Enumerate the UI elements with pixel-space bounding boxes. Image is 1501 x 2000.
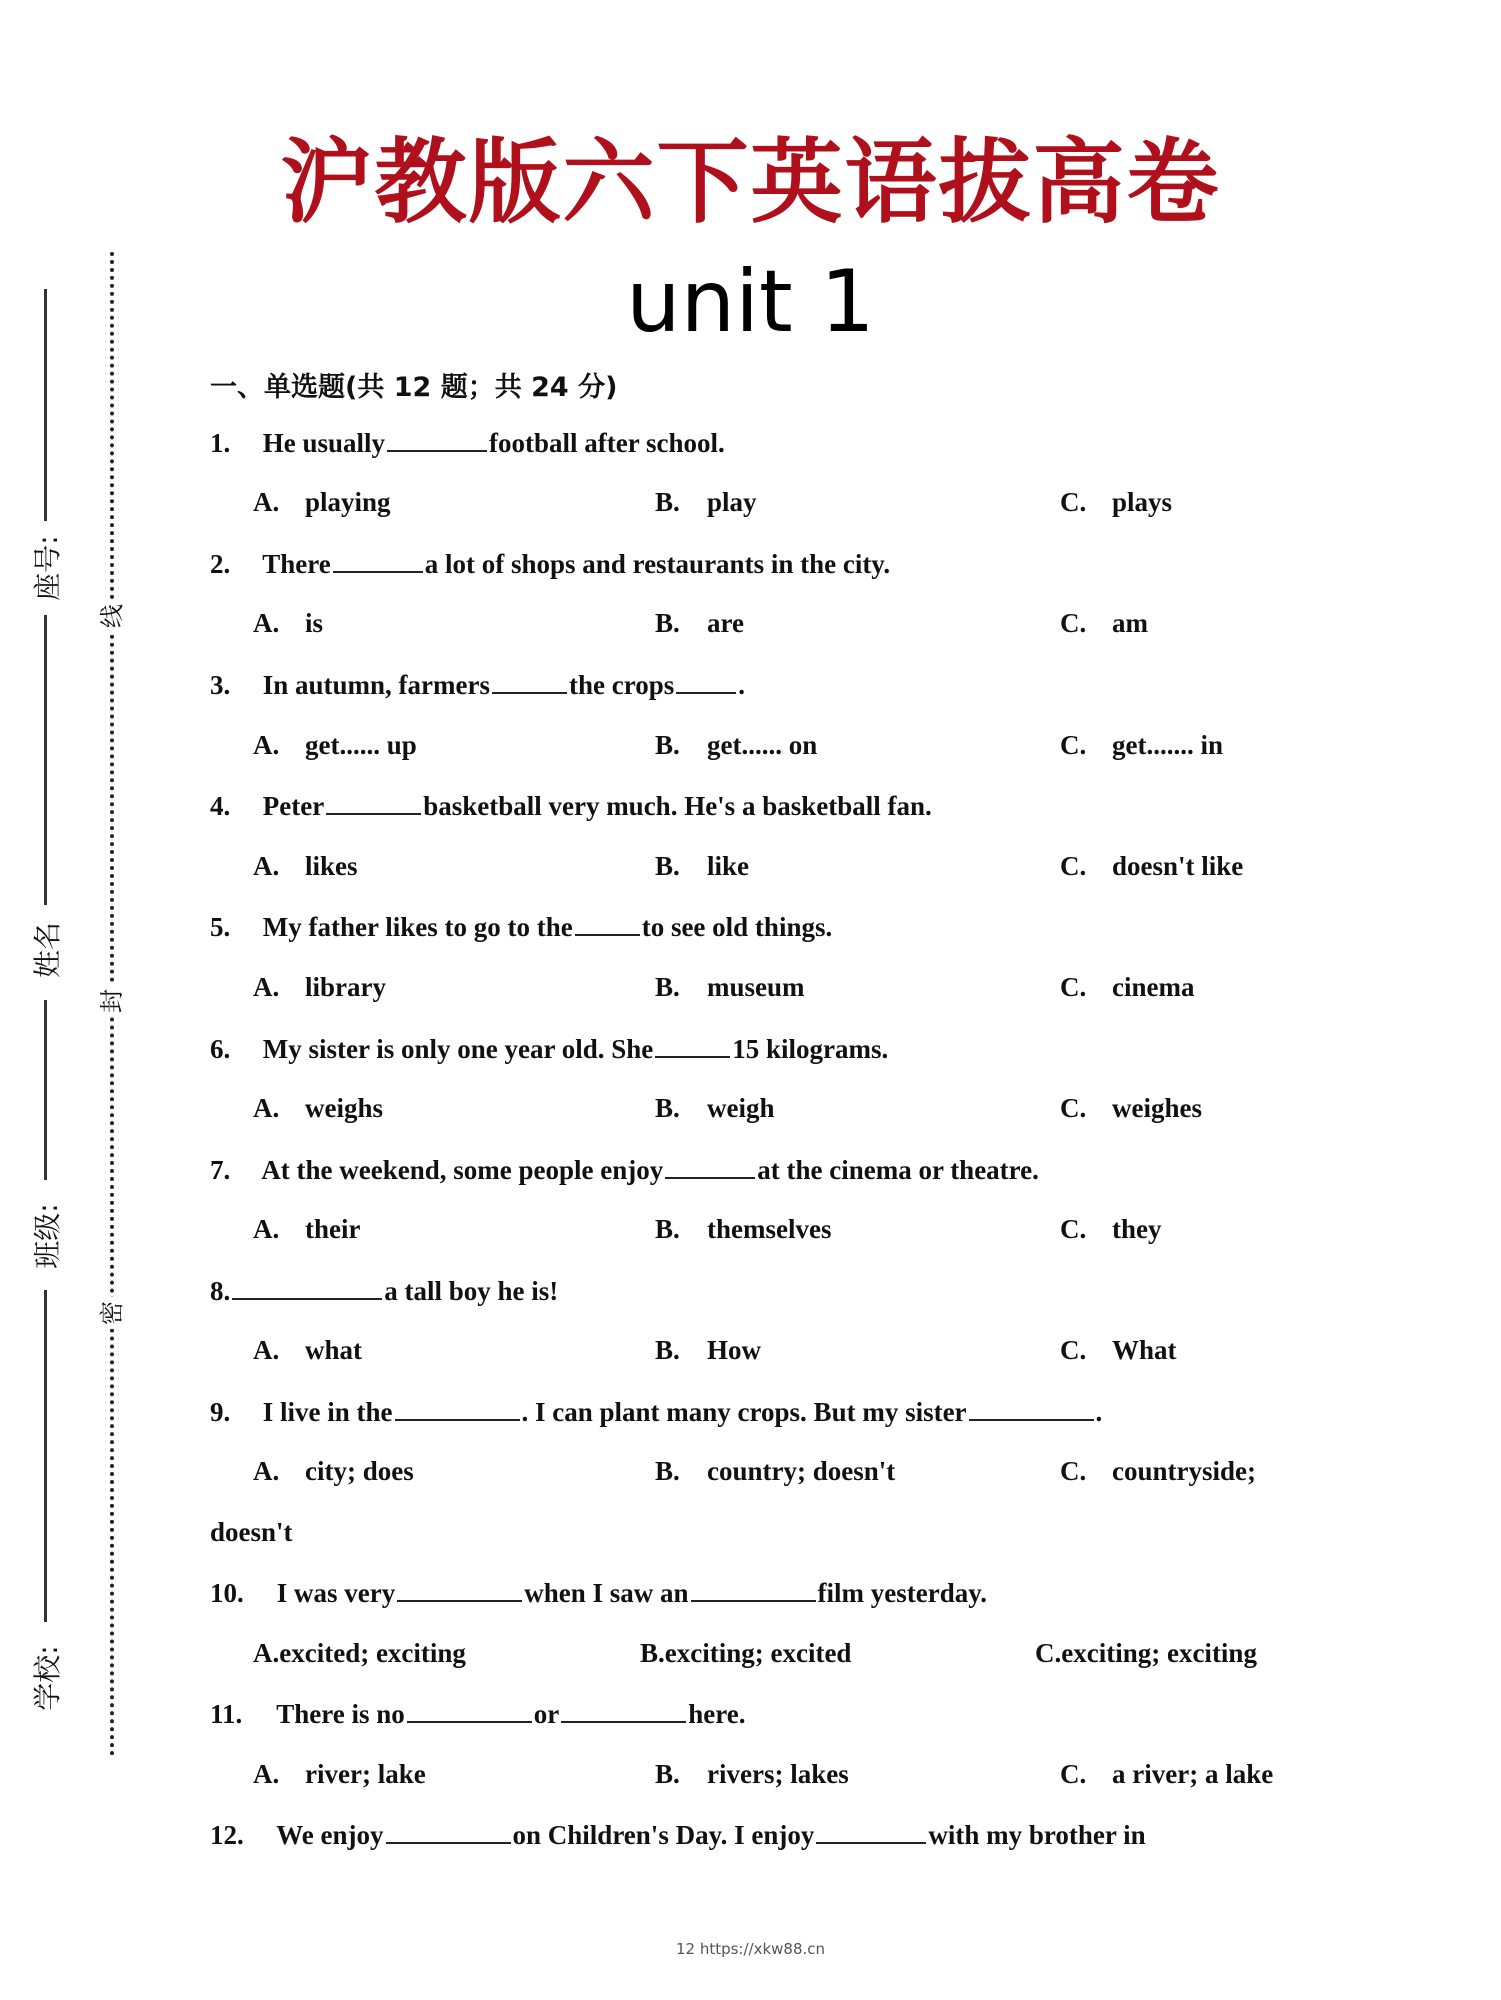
answer-blank [397,1574,522,1602]
question-number: 7. [210,1155,231,1185]
question-number: 9. [210,1397,231,1427]
answer-blank [561,1695,686,1723]
question-number: 5. [210,912,231,942]
option-a[interactable]: A. library [253,972,386,1002]
question-10 [210,1574,987,1611]
question-number: 6. [210,1034,231,1064]
seat-number-label: 座号: [30,528,66,608]
option-c[interactable]: C. plays [1060,487,1173,517]
question-text: He usually [262,428,386,458]
question-6 [210,1030,888,1067]
question-text: football after school. [489,428,725,458]
option-b[interactable]: B. rivers; lakes [655,1759,849,1789]
option-c[interactable]: C. they [1060,1214,1162,1244]
school-label: 学校: [30,1638,66,1718]
seal-char-line: 线 [96,600,128,632]
question-text: . I can plant many crops. But my sister [521,1397,967,1427]
answer-blank [395,1393,520,1421]
option-b[interactable]: B. are [655,608,744,638]
question-2 [210,545,890,582]
question-number: 8. [210,1276,231,1306]
question-text: There [262,549,331,579]
option-b[interactable]: B. country; doesn't [655,1456,896,1486]
option-b[interactable]: B. like [655,851,750,881]
option-a[interactable]: A. playing [253,487,391,517]
question-text: We enjoy [276,1820,384,1850]
option-c-continuation: doesn't [210,1517,293,1547]
option-b[interactable]: B. museum [655,972,805,1002]
question-number: 10. [210,1578,244,1608]
option-a[interactable]: A. likes [253,851,358,881]
option-a[interactable]: A. their [253,1214,361,1244]
answer-blank [386,1816,511,1844]
option-b[interactable]: B. themselves [655,1214,832,1244]
answer-blank [691,1574,816,1602]
answer-blank [387,424,487,452]
margin-solid-line [44,289,47,521]
question-text: when I saw an [524,1578,689,1608]
question-12 [210,1816,1146,1853]
answer-blank [575,908,640,936]
option-c[interactable]: C. cinema [1060,972,1195,1002]
option-c[interactable]: C. What [1060,1335,1177,1365]
question-text: the crops [569,670,675,700]
question-number: 2. [210,549,231,579]
question-number: 3. [210,670,231,700]
answer-blank [326,787,421,815]
option-a[interactable]: A. is [253,608,324,638]
question-number: 12. [210,1820,244,1850]
question-text: with my brother in [928,1820,1146,1850]
answer-blank [407,1695,532,1723]
option-c[interactable]: C. get....... in [1060,730,1223,760]
question-text: . [1095,1397,1103,1427]
question-text: Peter [262,791,325,821]
page-title: 沪教版六下英语拔高卷 [280,129,1221,236]
question-number: 1. [210,428,231,458]
option-b[interactable]: B. weigh [655,1093,775,1123]
question-text: or [533,1699,560,1729]
question-text: a tall boy he is! [384,1276,559,1306]
question-text: here. [688,1699,746,1729]
option-c[interactable]: C. am [1060,608,1148,638]
answer-blank [969,1393,1094,1421]
question-text: There is no [276,1699,405,1729]
option-a[interactable]: A. what [253,1335,363,1365]
seal-char-seal: 封 [96,985,128,1017]
unit-subtitle: unit 1 [626,252,875,352]
option-a[interactable]: A. river; lake [253,1759,426,1789]
question-text: at the cinema or theatre. [757,1155,1039,1185]
question-text: on Children's Day. I enjoy [512,1820,815,1850]
question-text: film yesterday. [817,1578,987,1608]
option-a[interactable]: A. city; does [253,1456,414,1486]
option-b[interactable]: B. How [655,1335,761,1365]
question-text: My sister is only one year old. She [262,1034,654,1064]
question-9 [210,1393,1102,1430]
answer-blank [232,1272,382,1300]
option-a[interactable]: A. weighs [253,1093,384,1123]
answer-blank [333,545,423,573]
answer-blank [676,666,736,694]
name-label: 姓名 [30,910,66,990]
margin-solid-line [44,1000,47,1180]
answer-blank [816,1816,926,1844]
question-text: to see old things. [641,912,833,942]
class-label: 班级: [30,1196,66,1276]
option-b[interactable]: B. get...... on [655,730,818,760]
question-text: I live in the [262,1397,393,1427]
question-text: basketball very much. He's a basketball fan. [423,791,932,821]
question-number: 4. [210,791,231,821]
option-c[interactable]: C. weighes [1060,1093,1202,1123]
option-c[interactable]: C. countryside; [1060,1456,1256,1486]
question-11 [210,1695,746,1732]
question-text: In autumn, farmers [262,670,490,700]
question-number: 11. [210,1699,243,1729]
section-heading: 一、单选题(共 12 题；共 24 分) [210,372,618,403]
question-4 [210,787,932,824]
option-c[interactable]: C.exciting; exciting [1035,1638,1257,1668]
margin-solid-line [44,615,47,905]
question-text: . [738,670,745,700]
option-b[interactable]: B. play [655,487,757,517]
answer-blank [665,1151,755,1179]
question-text: 15 kilograms. [732,1034,889,1064]
seal-char-secret: 密 [96,1297,128,1329]
question-text: I was very [276,1578,396,1608]
option-c[interactable]: C. doesn't like [1060,851,1244,881]
question-text: At the weekend, some people enjoy [261,1155,664,1185]
answer-blank [655,1030,730,1058]
page-footer: 12 https://xkw88.cn [675,1940,826,1958]
option-a[interactable]: A.excited; exciting [253,1638,466,1668]
question-3 [210,666,745,703]
question-7 [210,1151,1039,1188]
question-8 [210,1272,558,1309]
option-b[interactable]: B.exciting; excited [640,1638,852,1668]
question-text: a lot of shops and restaurants in the city. [424,549,891,579]
answer-blank [492,666,567,694]
question-1 [210,424,725,461]
question-5 [210,908,832,945]
question-text: My father likes to go to the [262,912,573,942]
option-c[interactable]: C. a river; a lake [1060,1759,1274,1789]
option-a[interactable]: A. get...... up [253,730,417,760]
margin-solid-line [44,1290,47,1622]
